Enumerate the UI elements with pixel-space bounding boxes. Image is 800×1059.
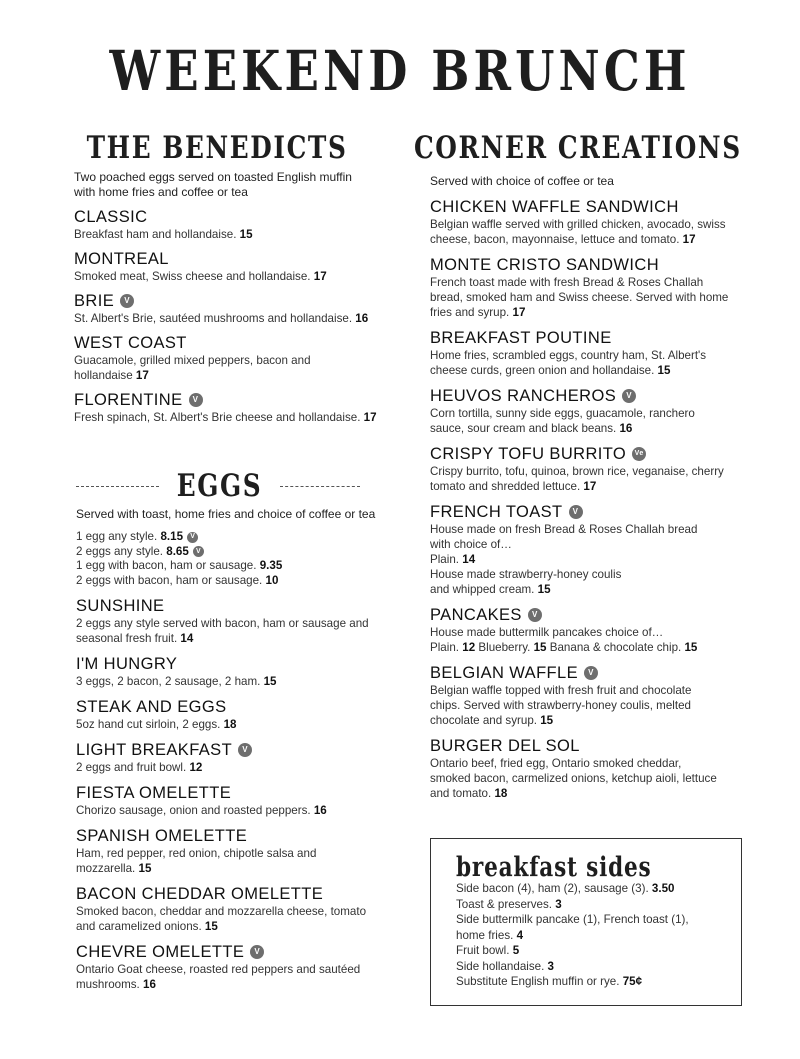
item-price: 15 [263,675,277,688]
desc-text: smoked bacon, carmelized onions, ketchup aioli, lettuce [430,772,717,785]
item-name [76,697,396,717]
desc-line [74,269,394,284]
item-price: 16 [619,422,633,435]
egg-option-text: 1 egg with bacon, ham or sausage. [76,559,257,572]
item-name-text: CLASSIC [74,208,148,226]
egg-option [76,574,396,589]
item-name [430,736,760,756]
desc-text: cheese curds, green onion and hollandaise. [430,364,655,377]
item-description [76,803,396,818]
vegetarian-badge-icon: V [584,666,598,680]
desc-text: fries and syrup. [430,306,510,319]
menu-item-belgian-waffle [430,663,760,728]
vegetarian-badge-icon: V [250,945,264,959]
option-label: House made strawberry-honey coulis [430,568,622,581]
vegetarian-badge-icon: V [189,393,203,407]
item-name-text: FLORENTINE [74,391,183,409]
item-name-text: BRIE [74,292,115,310]
desc-line [430,537,760,552]
desc-text: Ontario Goat cheese, roasted red peppers and sautéed [76,963,361,976]
desc-text: French toast made with fresh Bread & Roses Challah [430,276,704,289]
egg-options [76,530,396,588]
item-name-text: WEST COAST [74,334,187,352]
desc-text: Breakfast ham and hollandaise. [74,228,237,241]
menu-item-spanish-omelette [76,826,396,876]
desc-line [76,861,396,876]
desc-line [430,552,760,567]
side-item [456,974,741,990]
item-description [430,522,760,597]
menu-item-bacon-cheddar-omelette [76,884,396,934]
item-name-text: LIGHT BREAKFAST [76,741,233,759]
side-item [456,897,741,913]
vegetarian-badge-icon: V [120,294,134,308]
vegetarian-badge-icon: V [187,532,198,543]
item-name [430,386,760,406]
option-label: Plain. [430,641,460,654]
item-price: 17 [512,306,526,319]
item-name-text: SPANISH OMELETTE [76,827,248,845]
egg-option-price: 8.65 [166,544,189,558]
desc-text: Home fries, scrambled eggs, country ham, St. Albert's [430,349,707,362]
desc-text: sauce, sour cream and black beans. [430,422,617,435]
side-item-price: 5 [512,944,520,957]
desc-text: seasonal fresh fruit. [76,632,178,645]
header-dash [280,486,360,487]
vegetarian-badge-icon: V [569,505,583,519]
side-item [456,881,741,897]
breakfast-sides-box [430,838,742,1006]
item-price: 18 [494,787,508,800]
item-price: 12 [189,761,203,774]
menu-item-classic [74,207,394,242]
vegetarian-badge-icon: V [622,389,636,403]
item-price: 17 [583,480,597,493]
desc-line [430,305,760,320]
desc-line [76,616,396,631]
desc-line [76,846,396,861]
menu-item-heuvos-rancheros [430,386,760,436]
desc-text: chips. Served with strawberry-honey coulis, melted [430,699,691,712]
desc-line [430,464,760,479]
eggs-header-label: EGGS [176,468,263,504]
side-item-text: Substitute English muffin or rye. [456,975,620,988]
desc-line [76,803,396,818]
desc-text: mozzarella. [76,862,136,875]
desc-text: with choice of… [430,538,512,551]
item-price: 18 [223,718,237,731]
desc-line [430,786,760,801]
egg-option-price: 8.15 [160,530,184,543]
menu-item-breakfast-poutine [430,328,760,378]
item-name-text: FRENCH TOAST [430,503,563,521]
item-name [74,333,394,353]
desc-text: and caramelized onions. [76,920,202,933]
desc-text: Smoked bacon, cheddar and mozzarella cheese, tomato [76,905,367,918]
eggs-header [76,466,360,506]
side-item [456,959,741,975]
item-price: 15 [138,862,152,875]
corner-header [414,128,742,168]
item-price: 17 [313,270,327,283]
item-name-text: BACON CHEDDAR OMELETTE [76,885,324,903]
desc-line [430,421,760,436]
item-name [430,444,760,464]
desc-text: Smoked meat, Swiss cheese and hollandaise. [74,270,311,283]
item-name-text: SUNSHINE [76,597,165,615]
desc-text: Corn tortilla, sunny side eggs, guacamole, ranchero [430,407,695,420]
item-name-text: BELGIAN WAFFLE [430,664,579,682]
item-description [430,464,760,494]
option-label: and whipped cream. [430,583,535,596]
desc-line [430,232,760,247]
side-item-price: 3 [555,897,562,911]
desc-line [430,275,760,290]
menu-item-florentine [74,390,394,425]
intro-line: Two poached eggs served on toasted English muffin [74,170,352,184]
desc-line [74,353,394,368]
item-price: 14 [180,632,194,645]
option-label: Plain. [430,553,460,566]
desc-line [74,227,394,242]
desc-text: bread, smoked ham and Swiss cheese. Served with home [430,291,729,304]
desc-line [430,290,760,305]
egg-option [76,559,396,574]
desc-line [430,625,760,640]
desc-line [76,962,396,977]
option-price: 12 [462,641,476,654]
item-description [74,227,394,242]
desc-line [76,674,396,689]
item-price: 17 [682,233,696,246]
desc-text: House made on fresh Bread & Roses Challah bread [430,523,698,536]
menu-item-pancakes [430,605,760,655]
desc-line [430,363,760,378]
item-name-text: STEAK AND EGGS [76,698,227,716]
menu-item-i-m-hungry [76,654,396,689]
item-price: 16 [355,312,369,325]
item-price: 15 [657,364,671,377]
eggs-section [76,507,396,992]
menu-item-chicken-waffle-sandwich [430,197,760,247]
option-price: 15 [684,641,698,654]
item-description [74,311,394,326]
intro-line: with home fries and coffee or tea [74,185,248,199]
egg-option-price: 9.35 [259,559,283,572]
item-name [430,197,760,217]
desc-line [430,582,760,597]
desc-line [430,698,760,713]
item-name [74,207,394,227]
desc-text: Guacamole, grilled mixed peppers, bacon and [74,354,311,367]
desc-text: House made buttermilk pancakes choice of… [430,626,664,639]
vegetarian-badge-icon: Ve [632,447,646,461]
corner-header-label: CORNER CREATIONS [414,130,742,166]
desc-text: 3 eggs, 2 bacon, 2 sausage, 2 ham. [76,675,261,688]
item-name [430,605,760,625]
item-name-text: CRISPY TOFU BURRITO [430,445,627,463]
desc-line [76,760,396,775]
item-price: 16 [143,978,156,991]
desc-text: Chorizo sausage, onion and roasted peppers. [76,804,311,817]
menu-item-french-toast [430,502,760,597]
desc-line [430,771,760,786]
item-description [74,410,394,425]
desc-text: cheese, bacon, mayonnaise, lettuce and tomato. [430,233,680,246]
side-item-price: 75¢ [622,975,643,988]
sides-list [456,881,741,990]
desc-text: Belgian waffle served with grilled chicken, avocado, swiss [430,218,726,231]
desc-line [74,368,394,383]
side-item [456,928,741,944]
corner-section [430,174,760,801]
desc-text: tomato and shredded lettuce. [430,480,581,493]
menu-item-montreal [74,249,394,284]
item-description [76,904,396,934]
item-name [74,390,394,410]
benedicts-section [74,170,394,425]
benedicts-header [76,128,358,168]
menu-item-sunshine [76,596,396,646]
item-description [74,269,394,284]
benedicts-header-label: THE BENEDICTS [86,130,348,166]
item-name [76,783,396,803]
menu-item-brie [74,291,394,326]
sides-title: breakfast sides [456,852,652,883]
item-description [430,348,760,378]
vegetarian-badge-icon: V [528,608,542,622]
desc-text: 2 eggs and fruit bowl. [76,761,187,774]
desc-line [76,717,396,732]
desc-text: Crispy burrito, tofu, quinoa, brown rice, veganaise, cherry [430,465,724,478]
egg-option-text: 1 egg any style. [76,530,158,543]
item-name-text: MONTREAL [74,250,169,268]
item-name [430,255,760,275]
desc-text: St. Albert's Brie, sautéed mushrooms and hollandaise. [74,312,353,325]
desc-text: Fresh spinach, St. Albert's Brie cheese and hollandaise. [74,411,361,424]
item-name-text: FIESTA OMELETTE [76,784,232,802]
option-label: Blueberry. [478,641,531,654]
egg-option-price: 10 [265,573,279,587]
desc-text: Ham, red pepper, red onion, chipotle salsa and [76,847,317,860]
desc-text: mushrooms. [76,978,140,991]
page-title: WEEKEND BRUNCH [109,38,691,103]
eggs-intro: Served with toast, home fries and choice of coffee or tea [76,507,376,521]
desc-line [430,567,760,582]
item-name-text: MONTE CRISTO SANDWICH [430,256,660,274]
desc-line [430,640,760,655]
side-item-text: Side bacon (4), ham (2), sausage (3). [456,882,649,895]
desc-line [430,406,760,421]
item-name [430,502,760,522]
desc-line [430,479,760,494]
item-name [76,654,396,674]
item-description [76,760,396,775]
side-item-text: Side buttermilk pancake (1), French toast (1), [456,913,689,926]
side-item-price: 3.50 [651,882,675,895]
desc-line [430,522,760,537]
item-name-text: HEUVOS RANCHEROS [430,387,617,405]
egg-option-text: 2 eggs any style. [76,544,164,558]
side-item [456,943,741,959]
desc-line [430,683,760,698]
menu-item-west-coast [74,333,394,383]
desc-line [76,977,396,992]
item-description [74,353,394,383]
item-description [76,846,396,876]
item-description [76,717,396,732]
desc-line [430,713,760,728]
item-price: 17 [363,411,377,424]
option-label: Banana & chocolate chip. [549,641,682,654]
side-item-text: Fruit bowl. [456,944,510,957]
desc-line [74,410,394,425]
item-description [430,756,760,801]
vegetarian-badge-icon: V [193,546,204,557]
item-name [74,291,394,311]
egg-option [76,530,396,545]
item-price: 16 [313,804,327,817]
egg-option-text: 2 eggs with bacon, ham or sausage. [76,573,263,587]
item-description [430,406,760,436]
item-price: 15 [239,228,253,241]
menu-item-crispy-tofu-burrito [430,444,760,494]
side-item-text: home fries. [456,928,514,942]
menu-item-burger-del-sol [430,736,760,801]
menu-item-light-breakfast [76,740,396,775]
desc-text: 5oz hand cut sirloin, 2 eggs. [76,718,221,731]
item-name [76,942,396,962]
benedicts-intro [74,170,394,200]
item-description [430,683,760,728]
item-name [74,249,394,269]
item-name [76,596,396,616]
item-description [76,616,396,646]
item-description [430,625,760,655]
option-price: 15 [537,583,551,596]
item-name-text: BREAKFAST POUTINE [430,329,612,347]
item-name [76,884,396,904]
header-dash [76,486,159,487]
desc-line [430,217,760,232]
item-description [76,674,396,689]
item-name-text: BURGER DEL SOL [430,737,580,755]
item-price: 15 [204,920,218,933]
item-name-text: I'M HUNGRY [76,655,178,673]
item-description [430,275,760,320]
menu-item-steak-and-eggs [76,697,396,732]
desc-text: hollandaise [74,369,133,382]
desc-line [76,631,396,646]
item-name-text: PANCAKES [430,606,522,624]
desc-line [430,756,760,771]
side-item [456,912,741,928]
desc-text: Belgian waffle topped with fresh fruit and chocolate [430,684,692,697]
item-name [430,328,760,348]
item-name [76,826,396,846]
vegetarian-badge-icon: V [238,743,252,757]
desc-text: and tomato. [430,787,492,800]
desc-text: chocolate and syrup. [430,714,537,727]
desc-text: 2 eggs any style served with bacon, ham or sausage and [76,617,369,630]
side-item-price: 4 [516,928,524,942]
side-item-price: 3 [547,959,554,973]
side-item-text: Toast & preserves. [456,897,553,911]
item-name-text: CHEVRE OMELETTE [76,943,245,961]
desc-line [76,919,396,934]
item-price: 17 [135,369,149,382]
egg-option [76,545,396,560]
desc-line [76,904,396,919]
item-description [76,962,396,992]
option-price: 15 [533,641,547,654]
menu-item-monte-cristo-sandwich [430,255,760,320]
corner-intro: Served with choice of coffee or tea [430,174,614,188]
item-price: 15 [540,714,554,727]
item-name-text: CHICKEN WAFFLE SANDWICH [430,198,679,216]
menu-item-chevre-omelette [76,942,396,992]
desc-line [430,348,760,363]
desc-line [74,311,394,326]
item-name [76,740,396,760]
option-price: 14 [462,553,476,566]
side-item-text: Side hollandaise. [456,959,545,973]
desc-text: Ontario beef, fried egg, Ontario smoked cheddar, [430,757,682,770]
item-name [430,663,760,683]
menu-item-fiesta-omelette [76,783,396,818]
item-description [430,217,760,247]
